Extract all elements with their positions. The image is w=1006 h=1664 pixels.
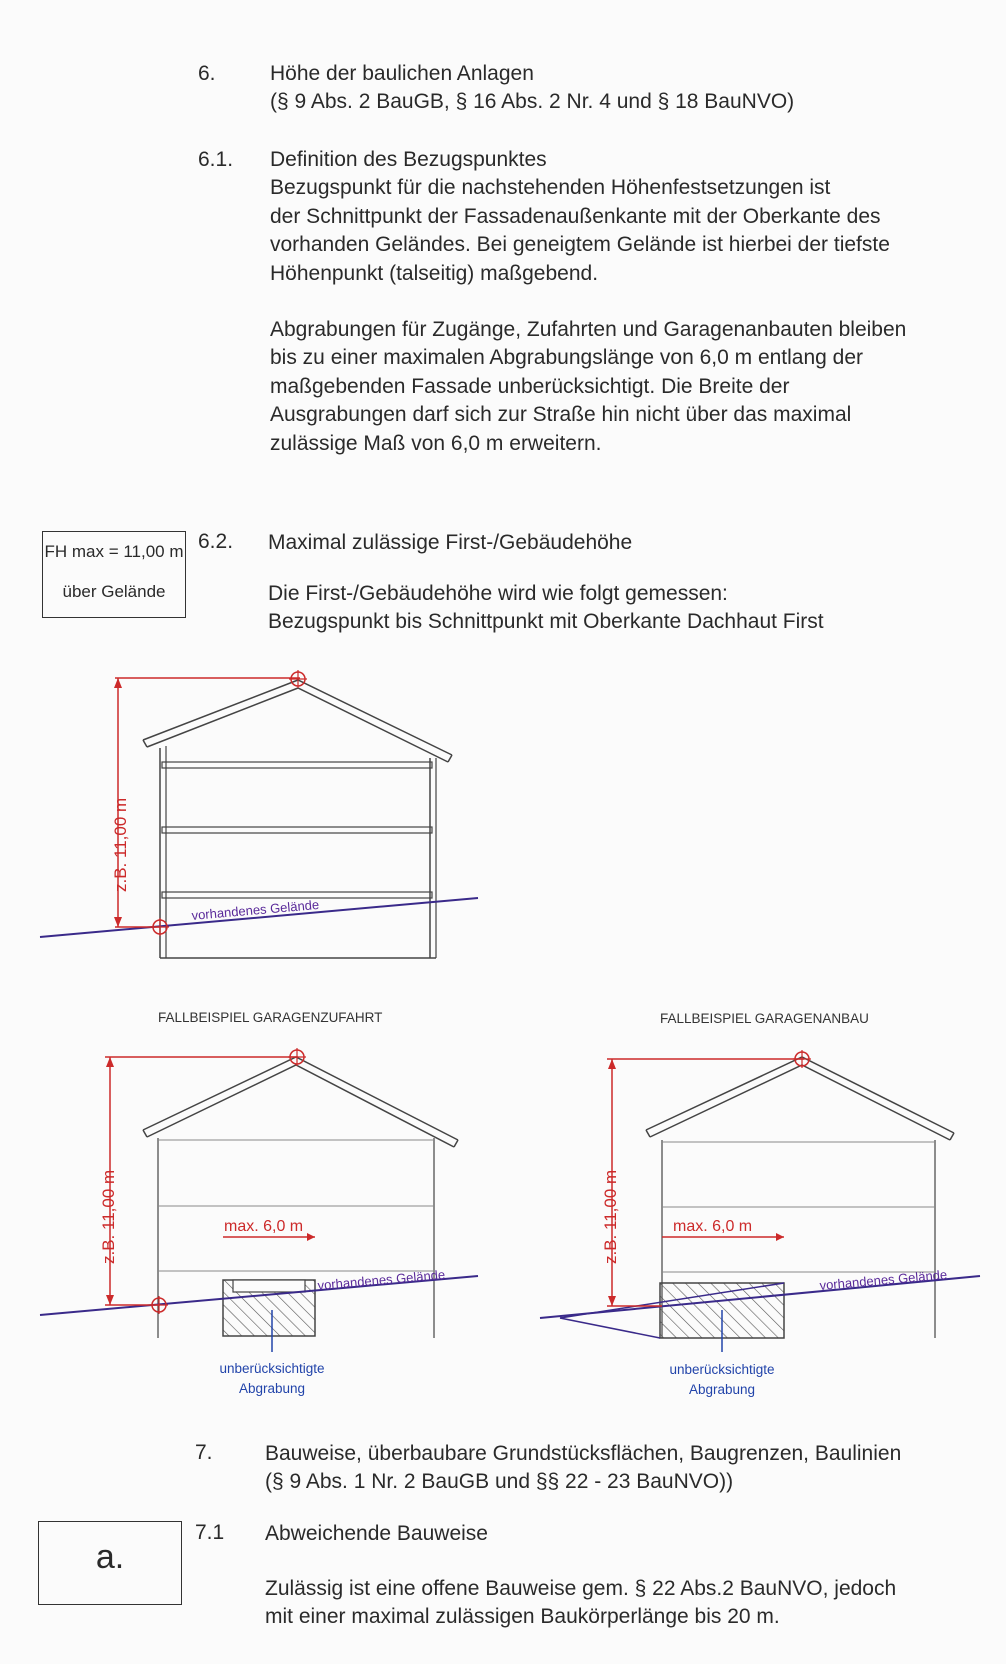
height-label: z.B. 11,00 m bbox=[111, 797, 130, 892]
paragraph-line: zulässige Maß von 6,0 m erweitern. bbox=[270, 431, 602, 455]
paragraph-line: maßgebenden Fassade unberücksichtigt. Die Breite der bbox=[270, 374, 790, 398]
section-7-title bbox=[265, 1440, 901, 1496]
section-7-1-title: Abweichende Bauweise bbox=[265, 1522, 488, 1545]
height-label: z.B. 11,00 m bbox=[99, 1169, 118, 1264]
section-6-title-line2: (§ 9 Abs. 2 BauGB, § 16 Abs. 2 Nr. 4 und § 18 BauNVO) bbox=[270, 90, 795, 113]
figure-garage-annex bbox=[540, 1011, 980, 1397]
excavation-note-line2: Abgrabung bbox=[688, 1382, 756, 1397]
excavation-note-line2: Abgrabung bbox=[238, 1381, 306, 1396]
paragraph-line: mit einer maximal zulässigen Baukörperlänge bis 20 m. bbox=[265, 1605, 780, 1629]
section-6-1-number: 6.1. bbox=[198, 148, 234, 171]
paragraph-line: Höhenpunkt (talseitig) maßgebend. bbox=[270, 261, 599, 285]
fh-max-reference: über Gelände bbox=[62, 582, 166, 601]
excavation-note-line1: unberücksichtigte bbox=[669, 1362, 775, 1377]
floor-slab bbox=[162, 827, 432, 833]
paragraph-line: Bezugspunkt bis Schnittpunkt mit Oberkante Dachhaut First bbox=[268, 610, 824, 634]
figure-standard-house bbox=[40, 670, 478, 958]
height-label: z.B. 11,00 m bbox=[601, 1169, 620, 1264]
figure-garage-driveway bbox=[40, 1010, 478, 1396]
section-6-2-number: 6.2. bbox=[198, 530, 234, 553]
section-7-title-line2: (§ 9 Abs. 1 Nr. 2 BauGB und §§ 22 - 23 BauNVO)) bbox=[265, 1470, 734, 1493]
paragraph-line: Abgrabungen für Zugänge, Zufahrten und Garagenanbauten bleiben bbox=[270, 318, 907, 342]
section-6-title-line1: Höhe der baulichen Anlagen bbox=[270, 62, 534, 85]
roof-inner bbox=[147, 688, 448, 762]
bauweise-symbol-box bbox=[38, 1521, 182, 1605]
section-7-1-number: 7.1 bbox=[195, 1521, 225, 1544]
section-6-number: 6. bbox=[198, 62, 216, 85]
paragraph-line: Ausgrabungen darf sich zur Straße hin nicht über das maximal bbox=[270, 403, 852, 427]
section-7-title-line1: Bauweise, überbaubare Grundstücksflächen, Baugrenzen, Baulinien bbox=[265, 1442, 902, 1465]
section-7-1-body bbox=[265, 1575, 896, 1632]
paragraph-line: Die First-/Gebäudehöhe wird wie folgt gemessen: bbox=[268, 582, 728, 605]
fh-max-value: FH max = 11,00 m bbox=[44, 542, 184, 561]
floor-slab bbox=[162, 762, 432, 768]
max-length-label: max. 6,0 m bbox=[224, 1218, 304, 1235]
paragraph-line: Zulässig ist eine offene Bauweise gem. § 22 Abs.2 BauNVO, jedoch bbox=[265, 1577, 897, 1600]
paragraph-line: Bezugspunkt für die nachstehenden Höhenfestsetzungen ist bbox=[270, 176, 831, 200]
bauweise-symbol: a. bbox=[95, 1538, 125, 1576]
section-6-2-title: Maximal zulässige First-/Gebäudehöhe bbox=[268, 531, 633, 554]
roof-outline bbox=[143, 680, 452, 755]
figure-2-title: FALLBEISPIEL GARAGENZUFAHRT bbox=[158, 1010, 383, 1025]
excavation-note-line1: unberücksichtigte bbox=[219, 1361, 325, 1376]
paragraph-line: bis zu einer maximalen Abgrabungslänge von 6,0 m entlang der bbox=[270, 346, 864, 370]
figure-3-title: FALLBEISPIEL GARAGENANBAU bbox=[660, 1011, 869, 1026]
terrain-label: vorhandenes Gelände bbox=[818, 1266, 948, 1293]
section-6-1-title: Definition des Bezugspunktes bbox=[270, 148, 547, 171]
max-length-label: max. 6,0 m bbox=[673, 1218, 753, 1235]
terrain-label: vorhandenes Gelände bbox=[316, 1266, 446, 1293]
paragraph-line: vorhanden Geländes. Bei geneigtem Gelände ist hierbei der tiefste bbox=[270, 233, 890, 257]
section-7-number: 7. bbox=[195, 1441, 213, 1464]
terrain-label: vorhandenes Gelände bbox=[190, 896, 320, 923]
floor-slab bbox=[162, 892, 432, 898]
paragraph-line: der Schnittpunkt der Fassadenaußenkante mit der Oberkante des bbox=[270, 204, 881, 228]
